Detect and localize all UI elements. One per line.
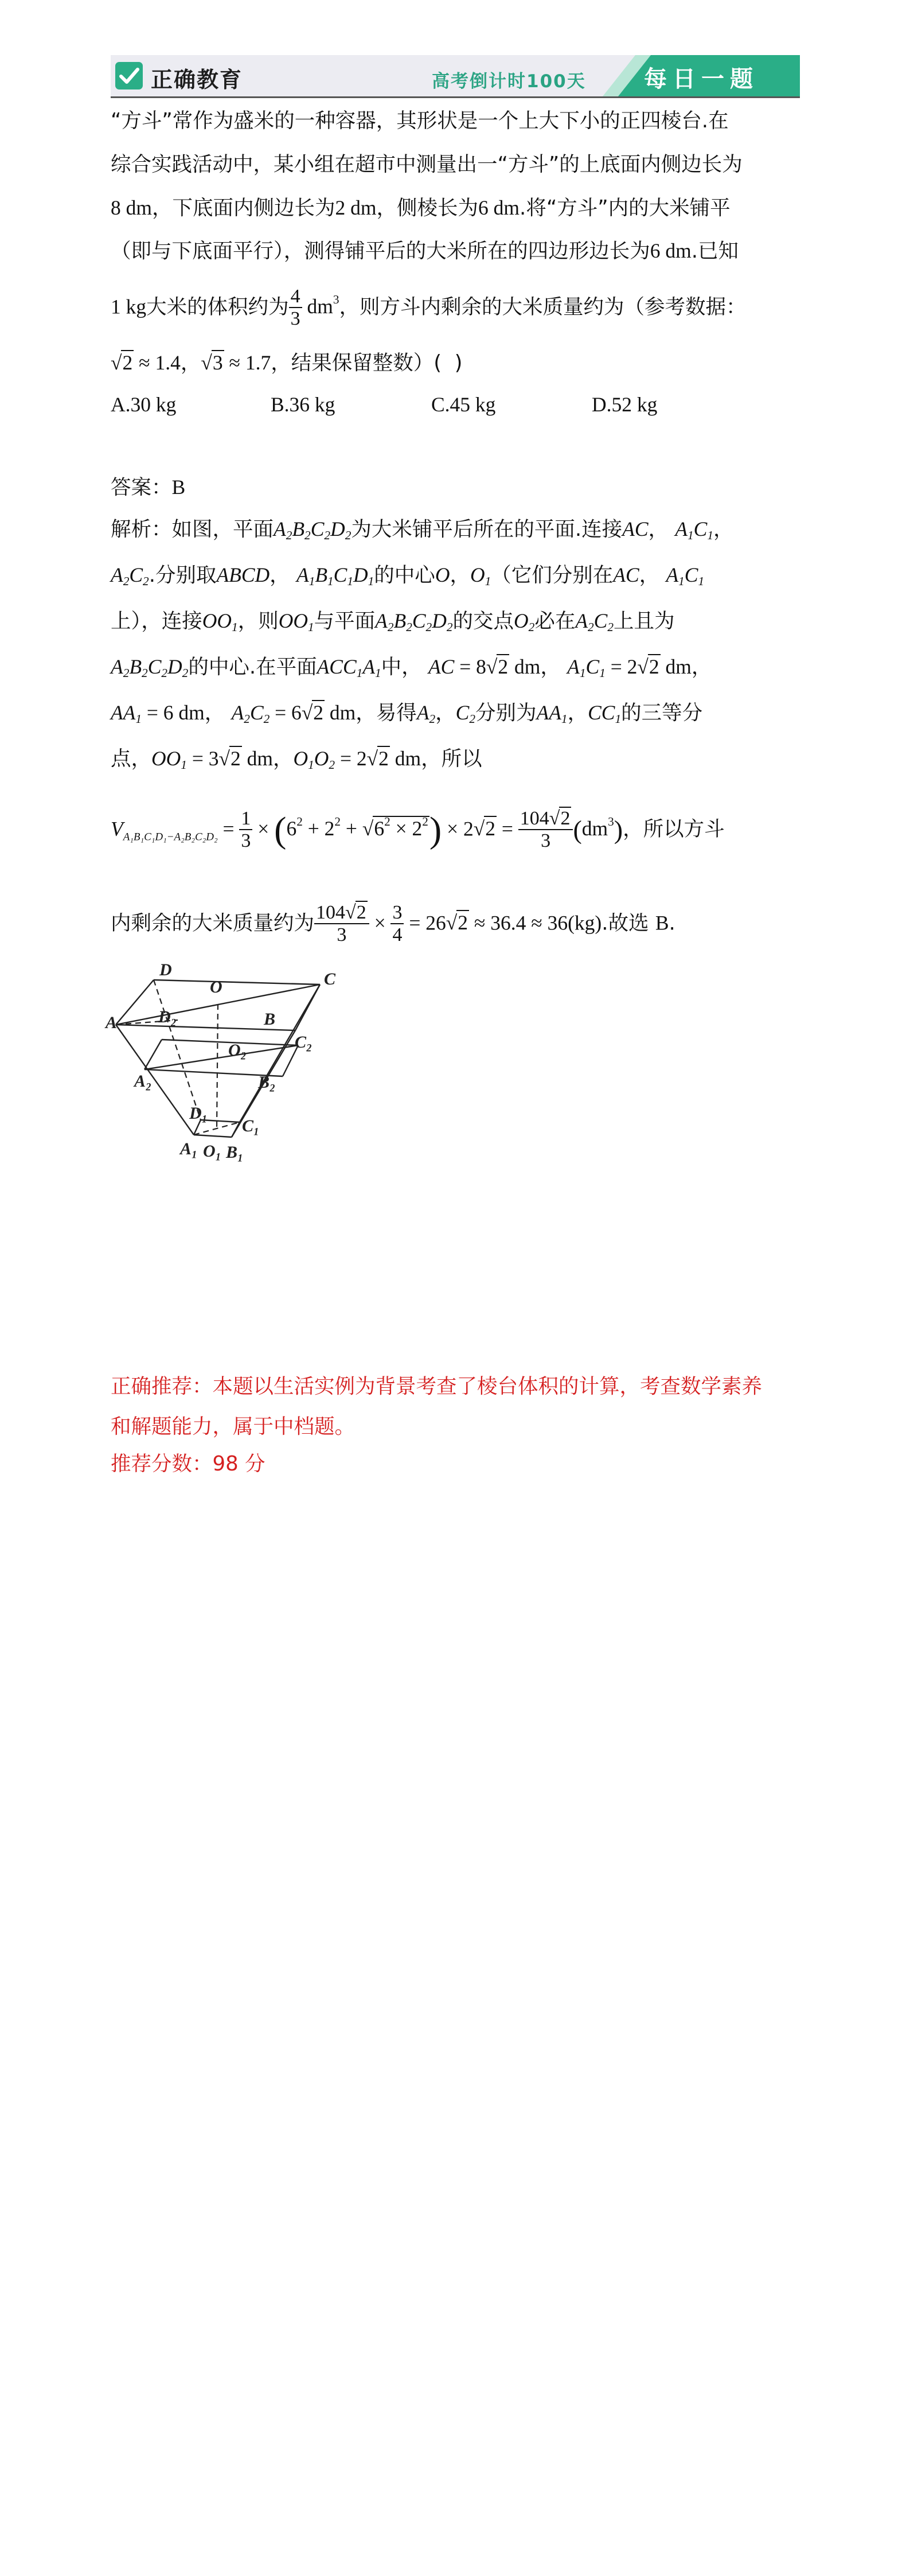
solution-line-2: $A_2C_2$.分别取ABCD， $A_1B_1C_1D_1$的中心O，$O_1$（它们分别在AC， $A_1C_1$: [111, 563, 705, 588]
fig-label-B: B: [264, 1010, 276, 1029]
solution-line-7-volume: $V_{A_1B_1C_1D_1-A_2B_2C_2D_2}$ = $\frac{1}{3}$ × $(6^2 + 2^2 + √6^2 \times 2^2) \times 2√2$ = $\frac{104√2}{3}$ $(dm^3)$，所以方斗: [111, 808, 725, 852]
question-line-4: （即与下底面平行），测得铺平后的大米所在的四边形边长为6 dm.已知: [111, 239, 739, 263]
fig-label-C2: C₂: [295, 1033, 313, 1052]
question-line-6: √2 ≈ 1.4，√3 ≈ 1.7，结果保留整数）( ): [111, 351, 463, 375]
fig-label-A2: A₂: [134, 1072, 152, 1091]
fig-label-O: O: [210, 978, 222, 997]
fig-label-D1: D₁: [189, 1104, 208, 1123]
checkmark-icon: [115, 62, 143, 90]
solution-line-4: $A_2B_2C_2D_2$的中心.在平面$ACC_1A_1$中， AC = 8√2 dm， $A_1C_1 = 2√2$ dm，: [111, 655, 712, 680]
solution-line-6: 点，$OO_1 = 3√2$ dm，$O_1O_2 = 2√2$ dm，所以: [111, 747, 482, 772]
frustum-figure: [106, 952, 361, 1165]
fig-label-D: D: [159, 960, 172, 979]
fig-label-O2: O₂: [228, 1041, 247, 1060]
fig-label-C1: C₁: [242, 1116, 260, 1135]
question-line-5: 1 kg大米的体积约为 $\frac{4}{3}$ $dm^3$，则方斗内剩余的大米质量约为（参考数据：: [111, 286, 747, 330]
question-line-3: 8 dm，下底面内侧边长为2 dm，侧棱长为6 dm.将“方斗”内的大米铺平: [111, 196, 731, 220]
solution-line-8-mass: 内剩余的大米质量约为 $\frac{104√2}{3}$ × $\frac{3}{4}$ = 26√2 ≈ 36.4 ≈ 36(kg).故选 B.: [111, 902, 675, 946]
logo-text: 正确教育: [151, 67, 243, 92]
solution-line-3: 上），连接$OO_1$，则$OO_1$与平面$A_2B_2C_2D_2$的交点$O_2$必在$A_2C_2$上且为: [111, 609, 675, 634]
fig-label-C: C: [324, 970, 336, 989]
fig-label-O1: O₁: [203, 1142, 222, 1161]
solution-line-5: $AA_1 = 6$ dm， $A_2C_2 = 6√2$ dm，易得$A_2$，$C_2$分别为$AA_1$，$CC_1$的三等分: [111, 701, 703, 726]
question-line-1: “方斗”常作为盛米的一种容器，其形状是一个上大下小的正四棱台.在: [111, 109, 729, 133]
option-b: B.36 kg: [271, 393, 335, 416]
option-d: D.52 kg: [592, 393, 658, 416]
header-banner: [111, 55, 800, 98]
countdown-label: 高考倒计时100天: [432, 71, 586, 92]
answer-label: 答案：B: [111, 476, 186, 499]
fig-label-A1: A₁: [180, 1139, 198, 1158]
question-line-2: 综合实践活动中，某小组在超市中测量出一“方斗”的上底面内侧边长为: [111, 153, 743, 176]
fig-label-B2: B₂: [258, 1073, 276, 1092]
fig-label-D2: D₂: [158, 1007, 177, 1026]
option-a: A.30 kg: [111, 393, 177, 416]
fig-label-A: A: [106, 1013, 118, 1032]
solution-line-1: 解析：如图，平面$A_2B_2C_2D_2$为大米铺平后所在的平面.连接AC， $A_1C_1$，: [111, 517, 734, 542]
option-c: C.45 kg: [431, 393, 496, 416]
fig-label-B1: B₁: [226, 1143, 244, 1162]
recommend-line-2: 和解题能力，属于中档题。: [111, 1415, 356, 1438]
recommend-score: 推荐分数：98 分: [111, 1452, 265, 1476]
recommend-line-1: 正确推荐：本题以生活实例为背景考查了棱台体积的计算，考查数学素养: [111, 1375, 763, 1398]
daily-question-label: 每日一题: [644, 66, 759, 92]
